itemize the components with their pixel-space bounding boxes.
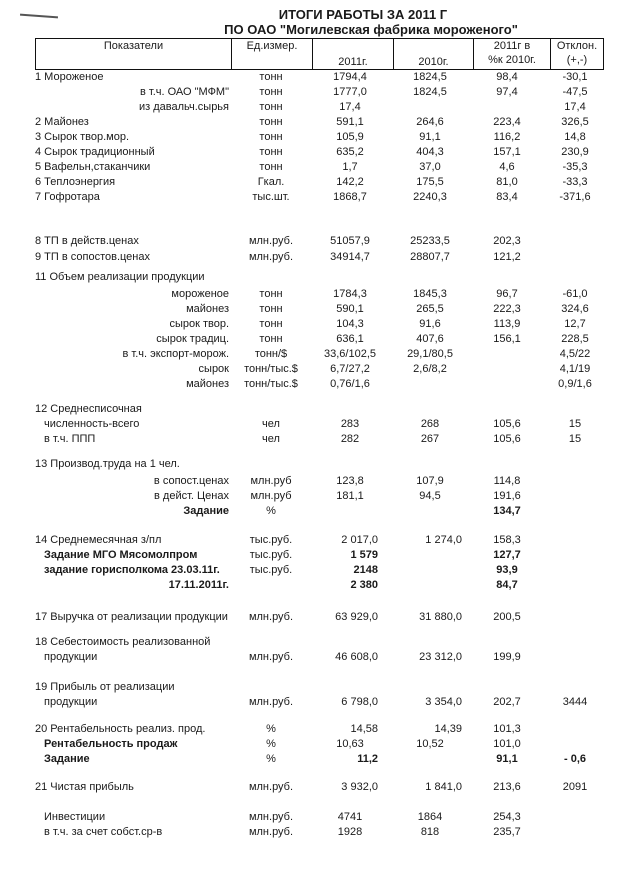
row-value-pct: 157,1 — [493, 146, 521, 158]
row-value-pct: 116,2 — [493, 131, 521, 143]
row-value-2011: 34914,7 — [330, 251, 370, 263]
row-value-pct: 113,9 — [493, 318, 521, 330]
row-value-2010: 29,1/80,5 — [407, 348, 453, 360]
table-row — [0, 417, 622, 432]
table-row — [0, 130, 622, 145]
row-label: 14 Среднемесячная з/пл — [35, 534, 162, 546]
table-row — [0, 722, 622, 737]
row-value-pct: 98,4 — [496, 71, 518, 83]
row-value-deviation: 14,8 — [564, 131, 586, 143]
row-unit: тонн — [259, 86, 283, 98]
row-unit: млн.руб. — [248, 781, 294, 793]
table-row — [0, 650, 622, 665]
row-value-2011: 3 932,0 — [341, 781, 378, 793]
row-value-2010: 10,52 — [416, 738, 444, 750]
table-row — [0, 695, 622, 710]
header-pct — [474, 39, 551, 70]
row-value-2010: 1 841,0 — [425, 781, 462, 793]
row-value-pct: 97,4 — [496, 86, 518, 98]
row-unit: тонн — [259, 303, 283, 315]
row-label: из давальч.сырья — [138, 101, 229, 113]
table-row — [0, 332, 622, 347]
table-row — [0, 474, 622, 489]
row-label: мороженое — [171, 288, 229, 300]
row-value-2010: 265,5 — [416, 303, 444, 315]
row-value-pct: 121,2 — [493, 251, 521, 263]
table-row — [0, 548, 622, 563]
row-value-2011: 1 579 — [350, 549, 378, 561]
row-unit: % — [266, 505, 276, 517]
row-label: в т.ч. ОАО "МФМ" — [139, 86, 229, 98]
row-value-deviation: -30,1 — [562, 71, 588, 83]
row-label: 21 Чистая прибыль — [35, 781, 134, 793]
header-deviation — [551, 39, 604, 70]
row-value-2010: 404,3 — [416, 146, 444, 158]
row-label: 5 Вафельн,стаканчики — [35, 161, 151, 173]
table-row — [0, 752, 622, 767]
row-label: в т.ч. ППП — [44, 433, 96, 445]
row-value-pct: 127,7 — [493, 549, 521, 561]
row-value-deviation: 324,6 — [561, 303, 589, 315]
row-unit: чел — [262, 433, 280, 445]
row-value-deviation: 4,5/22 — [559, 348, 591, 360]
table-row — [0, 302, 622, 317]
row-value-deviation: 3444 — [562, 696, 588, 708]
row-value-2011: 181,1 — [336, 490, 364, 502]
row-value-deviation: 326,5 — [561, 116, 589, 128]
row-label: 2 Майонез — [35, 116, 89, 128]
row-value-2010: 94,5 — [419, 490, 441, 502]
row-value-deviation: 17,4 — [564, 101, 586, 113]
row-value-2011: 123,8 — [336, 475, 364, 487]
row-label: 11 Объем реализации продукции — [35, 271, 205, 283]
row-unit: млн.руб. — [248, 611, 294, 623]
row-value-pct: 156,1 — [493, 333, 521, 345]
table-row — [0, 190, 622, 205]
table-row — [0, 115, 622, 130]
row-value-2011: 283 — [340, 418, 360, 430]
table-row — [0, 533, 622, 548]
row-label: Задание — [183, 505, 229, 517]
table-row — [0, 70, 622, 85]
row-value-2010: 31 880,0 — [419, 611, 462, 623]
row-value-2011: 142,2 — [336, 176, 364, 188]
table-row — [0, 737, 622, 752]
row-value-2011: 33,6/102,5 — [324, 348, 376, 360]
row-unit: тыс.руб. — [249, 549, 293, 561]
row-value-2010: 1864 — [417, 811, 443, 823]
row-label: 4 Сырок традиционный — [35, 146, 155, 158]
row-label: 19 Прибыль от реализации — [35, 681, 175, 693]
row-value-deviation: -47,5 — [562, 86, 588, 98]
table-row — [0, 362, 622, 377]
table-row — [0, 270, 622, 285]
row-value-pct: 199,9 — [493, 651, 521, 663]
row-label: 13 Производ.труда на 1 чел. — [35, 458, 180, 470]
row-value-2010: 407,6 — [416, 333, 444, 345]
row-value-2010: 175,5 — [416, 176, 444, 188]
row-label: 3 Сырок твор.мор. — [35, 131, 130, 143]
row-label: задание горисполкома 23.03.11г. — [44, 564, 220, 576]
row-value-2010: 14,39 — [434, 723, 462, 735]
row-value-2011: 63 929,0 — [335, 611, 378, 623]
row-unit: тонн — [259, 318, 283, 330]
row-value-2011: 6,7/27,2 — [330, 363, 370, 375]
row-unit: тонн — [259, 101, 283, 113]
row-value-2010: 23 312,0 — [419, 651, 462, 663]
row-label: 17 Выручка от реализации продукции — [35, 611, 228, 623]
table-row — [0, 780, 622, 795]
row-value-2011: 11,2 — [357, 753, 378, 765]
row-value-2011: 14,58 — [350, 723, 378, 735]
row-unit: тонн — [259, 333, 283, 345]
row-value-2010: 91,1 — [419, 131, 441, 143]
row-label: майонез — [186, 378, 229, 390]
row-value-2010: 264,6 — [416, 116, 444, 128]
row-label: Задание — [44, 753, 90, 765]
row-unit: чел — [262, 418, 280, 430]
table-row — [0, 160, 622, 175]
row-value-pct: 235,7 — [493, 826, 521, 838]
table-row — [0, 234, 622, 249]
row-value-pct: 105,6 — [493, 433, 521, 445]
table-row — [0, 504, 622, 519]
row-unit: млн.руб — [250, 475, 292, 487]
row-value-2011: 10,63 — [336, 738, 364, 750]
row-value-2011: 1794,4 — [333, 71, 367, 83]
table-row — [0, 810, 622, 825]
row-label: численность-всего — [44, 418, 140, 430]
row-value-2011: 635,2 — [336, 146, 364, 158]
row-unit: млн.руб. — [248, 251, 294, 263]
table-row — [0, 347, 622, 362]
row-value-pct: 93,9 — [496, 564, 518, 576]
row-value-deviation: 230,9 — [561, 146, 589, 158]
row-label: сырок — [198, 363, 229, 375]
row-unit: тонн — [259, 146, 283, 158]
table-row — [0, 402, 622, 417]
header-dev-line2: (+,-) — [566, 54, 588, 66]
row-label: 8 ТП в действ.ценах — [35, 235, 139, 247]
row-value-deviation: -35,3 — [562, 161, 588, 173]
row-value-2010: 2240,3 — [413, 191, 447, 203]
row-unit: млн.руб. — [248, 811, 294, 823]
row-value-2010: 91,6 — [419, 318, 441, 330]
row-label: в дейст. Ценах — [154, 490, 229, 502]
row-value-pct: 81,0 — [496, 176, 518, 188]
table-row — [0, 317, 622, 332]
row-value-2011: 1928 — [337, 826, 363, 838]
row-value-pct: 202,7 — [493, 696, 521, 708]
row-value-pct: 254,3 — [493, 811, 521, 823]
row-value-2011: 46 608,0 — [335, 651, 378, 663]
row-unit: тонн/тыс.$ — [244, 363, 298, 375]
row-value-2011: 2 380 — [350, 579, 378, 591]
row-value-2011: 2148 — [353, 564, 378, 576]
table-row — [0, 563, 622, 578]
row-value-deviation: 228,5 — [561, 333, 589, 345]
table-row — [0, 377, 622, 392]
row-value-2011: 6 798,0 — [341, 696, 378, 708]
row-label: 17.11.2011г. — [168, 579, 229, 591]
report-subtitle: ПО ОАО "Могилевская фабрика мороженого" — [224, 22, 518, 37]
row-value-2011: 2 017,0 — [341, 534, 378, 546]
row-unit: тонн/тыс.$ — [244, 378, 298, 390]
row-label: сырок традиц. — [156, 333, 229, 345]
row-value-2010: 107,9 — [416, 475, 444, 487]
row-label: 20 Рентабельность реализ. прод. — [35, 723, 206, 735]
row-value-pct: 222,3 — [493, 303, 521, 315]
row-value-2011: 17,4 — [339, 101, 361, 113]
table-row — [0, 250, 622, 265]
row-value-2011: 105,9 — [336, 131, 364, 143]
row-label: 1 Мороженое — [35, 71, 104, 83]
row-value-2010: 1824,5 — [413, 71, 447, 83]
row-value-2011: 0,76/1,6 — [330, 378, 370, 390]
table-row — [0, 610, 622, 625]
row-value-pct: 83,4 — [496, 191, 518, 203]
row-value-2010: 818 — [420, 826, 440, 838]
report-title: ИТОГИ РАБОТЫ ЗА 2011 Г — [278, 7, 448, 22]
row-value-2010: 267 — [420, 433, 440, 445]
row-label: продукции — [44, 651, 98, 663]
header-unit: Ед.измер. — [232, 39, 313, 70]
table-row — [0, 287, 622, 302]
row-value-deviation: -61,0 — [562, 288, 588, 300]
row-unit: тонн/$ — [254, 348, 288, 360]
header-pct-line2: %к 2010г. — [488, 54, 536, 66]
table-row — [0, 85, 622, 100]
row-value-pct: 101,3 — [493, 723, 521, 735]
row-unit: тонн — [259, 131, 283, 143]
row-value-2011: 51057,9 — [330, 235, 370, 247]
table-row — [0, 457, 622, 472]
row-value-2010: 268 — [420, 418, 440, 430]
table-header — [35, 38, 604, 70]
row-unit: тонн — [259, 71, 283, 83]
row-value-2011: 4741 — [337, 811, 363, 823]
header-indicator: Показатели — [36, 39, 232, 70]
row-value-2010: 1845,3 — [413, 288, 447, 300]
row-value-deviation: 0,9/1,6 — [558, 378, 592, 390]
row-value-pct: 134,7 — [493, 505, 521, 517]
header-dev-line1: Отклон. — [556, 40, 598, 52]
row-value-2010: 2,6/8,2 — [413, 363, 447, 375]
row-unit: млн.руб — [250, 490, 292, 502]
row-value-2011: 104,3 — [336, 318, 364, 330]
row-value-2011: 1868,7 — [333, 191, 367, 203]
row-value-deviation: 4,1/19 — [559, 363, 591, 375]
row-value-pct: 84,7 — [496, 579, 518, 591]
row-unit: тыс.шт. — [252, 191, 290, 203]
row-value-pct: 105,6 — [493, 418, 521, 430]
row-value-2010: 1824,5 — [413, 86, 447, 98]
table-row — [0, 578, 622, 593]
table-row — [0, 825, 622, 840]
row-unit: % — [266, 723, 276, 735]
row-label: в сопост.ценах — [153, 475, 229, 487]
row-unit: млн.руб. — [248, 696, 294, 708]
row-label: 6 Теплоэнергия — [35, 176, 116, 188]
row-unit: тыс.руб. — [249, 534, 293, 546]
row-unit: тонн — [259, 288, 283, 300]
table-row — [0, 635, 622, 650]
row-value-2010: 37,0 — [419, 161, 441, 173]
row-value-2011: 590,1 — [336, 303, 364, 315]
row-value-deviation: 2091 — [562, 781, 588, 793]
row-value-2011: 591,1 — [336, 116, 364, 128]
row-value-2011: 1,7 — [342, 161, 358, 173]
row-value-2010: 28807,7 — [410, 251, 450, 263]
row-label: 12 Среднесписочная — [35, 403, 142, 415]
row-label: 18 Себестоимость реализованной — [35, 636, 211, 648]
table-row — [0, 680, 622, 695]
row-value-pct: 200,5 — [493, 611, 521, 623]
row-value-2010: 3 354,0 — [425, 696, 462, 708]
row-label: 9 ТП в сопостов.ценах — [35, 251, 150, 263]
row-label: в т.ч. экспорт-морож. — [122, 348, 229, 360]
row-value-pct: 91,1 — [496, 753, 518, 765]
row-value-deviation: - 0,6 — [563, 753, 586, 765]
table-row — [0, 175, 622, 190]
row-value-pct: 96,7 — [496, 288, 518, 300]
row-value-deviation: -371,6 — [559, 191, 591, 203]
row-label: 7 Гофротара — [35, 191, 100, 203]
header-2011: 2011г. — [313, 39, 394, 70]
row-value-deviation: -33,3 — [562, 176, 588, 188]
row-label: Задание МГО Мясомолпром — [44, 549, 198, 561]
row-label: в т.ч. за счет собст.ср-в — [44, 826, 163, 838]
row-value-2011: 636,1 — [336, 333, 364, 345]
header-2010: 2010г. — [394, 39, 474, 70]
row-unit: млн.руб. — [248, 651, 294, 663]
row-value-deviation: 12,7 — [564, 318, 586, 330]
row-value-pct: 158,3 — [493, 534, 521, 546]
row-value-pct: 213,6 — [493, 781, 521, 793]
row-value-2011: 1777,0 — [333, 86, 367, 98]
table-row — [0, 432, 622, 447]
row-value-pct: 4,6 — [499, 161, 515, 173]
row-unit: % — [266, 753, 276, 765]
row-value-pct: 101,0 — [493, 738, 521, 750]
row-value-pct: 114,8 — [493, 475, 521, 487]
row-unit: Гкал. — [257, 176, 285, 188]
table-row — [0, 145, 622, 160]
row-value-2010: 1 274,0 — [425, 534, 462, 546]
row-value-pct: 191,6 — [493, 490, 521, 502]
row-label: сырок твор. — [169, 318, 229, 330]
row-value-deviation: 15 — [568, 433, 582, 445]
row-unit: тыс.руб. — [249, 564, 293, 576]
table-row — [0, 100, 622, 115]
header-pct-line1: 2011г в — [493, 40, 531, 52]
row-unit: тонн — [259, 116, 283, 128]
row-unit: % — [266, 738, 276, 750]
row-unit: тонн — [259, 161, 283, 173]
row-value-deviation: 15 — [568, 418, 582, 430]
row-value-pct: 202,3 — [493, 235, 521, 247]
row-value-pct: 223,4 — [493, 116, 521, 128]
row-value-2011: 1784,3 — [333, 288, 367, 300]
row-value-2010: 25233,5 — [410, 235, 450, 247]
row-label: продукции — [44, 696, 98, 708]
row-value-2011: 282 — [340, 433, 360, 445]
row-label: Инвестиции — [44, 811, 106, 823]
row-label: Рентабельность продаж — [44, 738, 178, 750]
row-unit: млн.руб. — [248, 235, 294, 247]
row-unit: млн.руб. — [248, 826, 294, 838]
table-row — [0, 489, 622, 504]
row-label: майонез — [186, 303, 229, 315]
